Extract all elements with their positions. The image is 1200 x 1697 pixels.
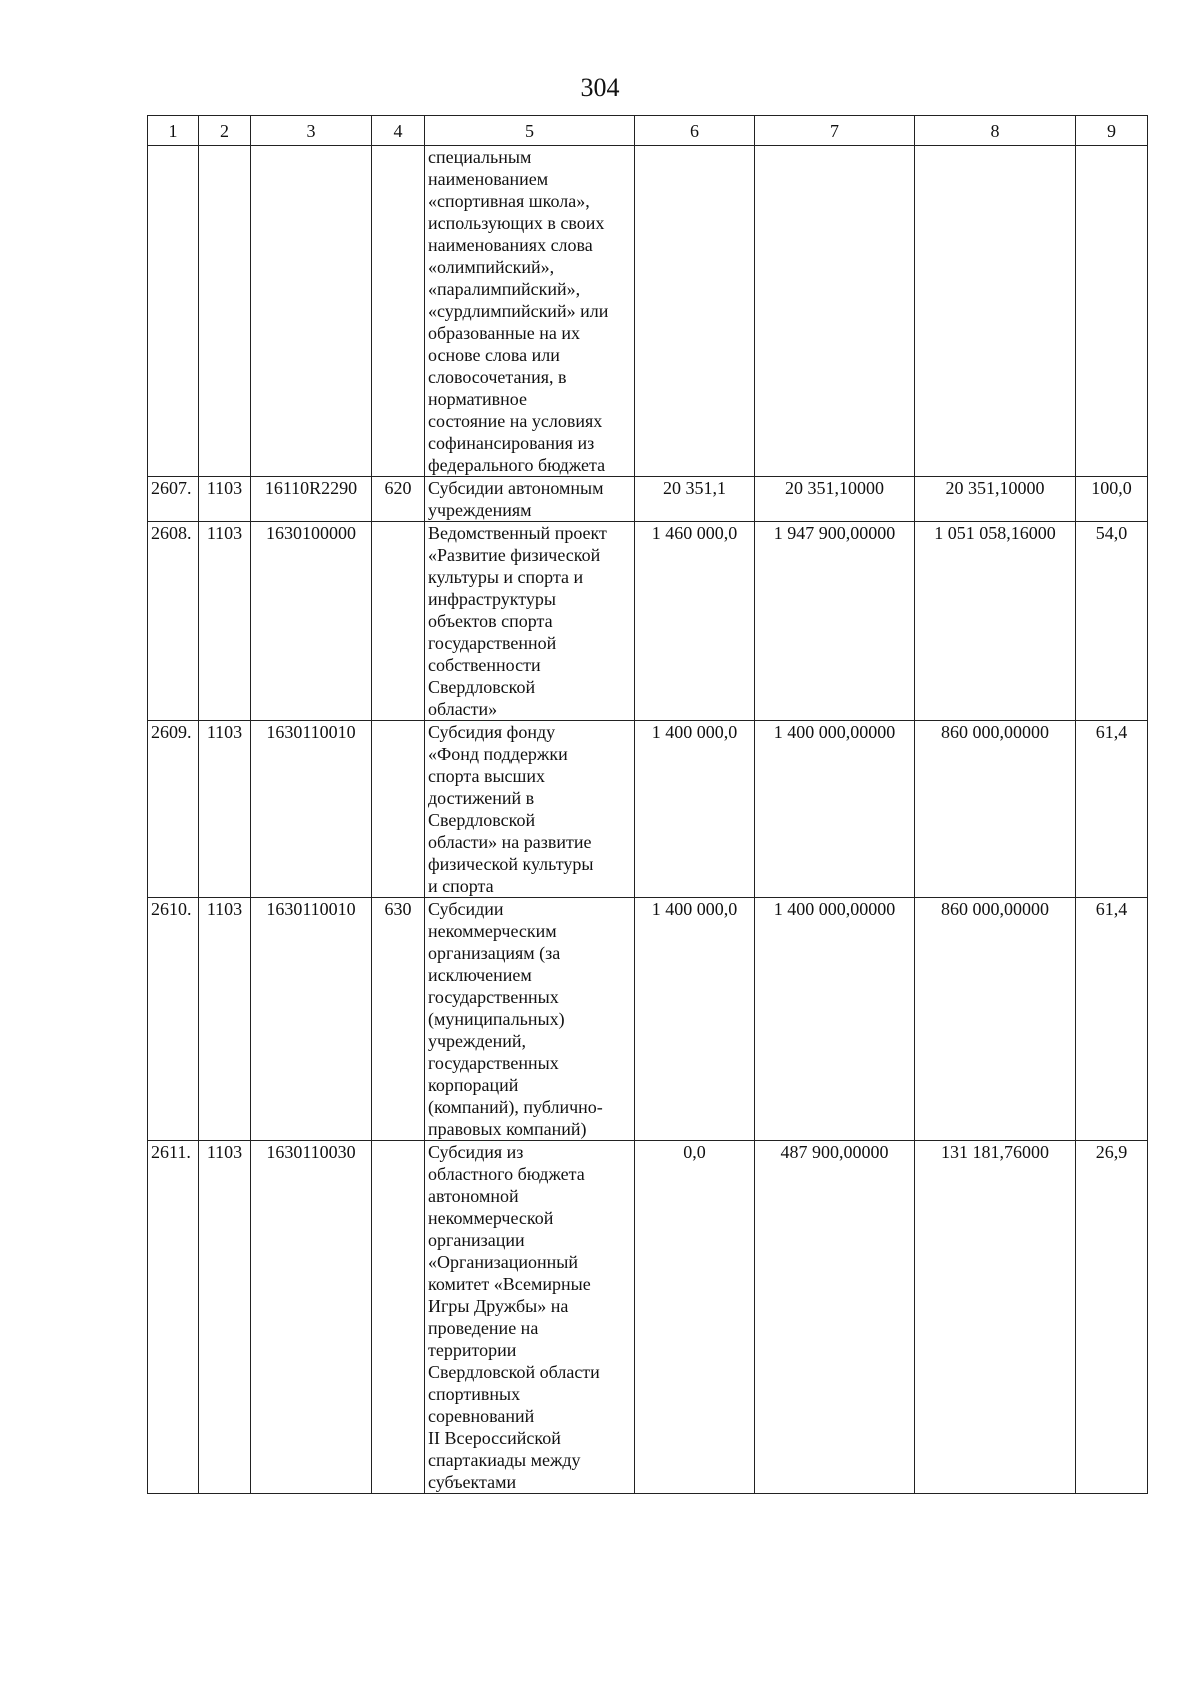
section-code-cell: 1103 [199,477,251,522]
item-name-line: области» [428,699,498,719]
item-name-line: основе слова или [428,345,560,365]
item-name-line: областного бюджета [428,1164,585,1184]
column-header-4: 4 [372,116,425,146]
item-name-line: инфраструктуры [428,589,556,609]
value-col9-cell [1076,146,1148,477]
section-code-cell [199,146,251,477]
item-name-line: Субсидия из [428,1142,524,1162]
table-row [148,146,1148,477]
target-item-code-cell: 1630110010 [251,898,372,1141]
item-name-line: правовых компаний) [428,1119,587,1139]
item-name-line: организациям (за [428,943,561,963]
value-col7-cell: 1 947 900,00000 [755,522,915,721]
value-col9-cell: 100,0 [1076,477,1148,522]
item-name-line: (компаний), публично- [428,1097,603,1117]
item-name-line: состояние на условиях [428,411,603,431]
expense-type-cell [372,721,425,898]
item-name-line: Свердловской [428,810,536,830]
item-name-line: Игры Дружбы» на [428,1296,569,1316]
value-col8-cell: 860 000,00000 [915,898,1076,1141]
item-name-cell [425,146,635,477]
item-name-line: некоммерческой [428,1208,554,1228]
item-name-line: соревнований [428,1406,535,1426]
item-name-line: государственных [428,1053,559,1073]
column-header-7: 7 [755,116,915,146]
item-name-line: спорта высших [428,766,546,786]
value-col8-cell: 1 051 058,16000 [915,522,1076,721]
value-col9-cell: 61,4 [1076,898,1148,1141]
item-name-line: спортивных [428,1384,521,1404]
value-col9-cell: 54,0 [1076,522,1148,721]
item-name-line: «спортивная школа», [428,191,590,211]
item-name-line: Свердловской области [428,1362,600,1382]
column-header-1: 1 [148,116,199,146]
item-name-line: (муниципальных) [428,1009,565,1029]
item-name-line: Свердловской [428,677,536,697]
target-item-code-cell: 1630100000 [251,522,372,721]
item-name-line: образованные на их [428,323,581,343]
item-name-line: «олимпийский», [428,257,555,277]
item-name-line: учреждениям [428,500,532,520]
item-name-line: объектов спорта [428,611,553,631]
section-code-cell: 1103 [199,1141,251,1494]
expense-type-cell [372,1141,425,1494]
value-col6-cell [635,146,755,477]
item-name-line: федерального бюджета [428,455,606,475]
item-name-line: и спорта [428,876,494,896]
section-code-cell: 1103 [199,522,251,721]
column-header-5: 5 [425,116,635,146]
section-code-cell: 1103 [199,721,251,898]
value-col6-cell: 1 400 000,0 [635,721,755,898]
item-name-line: корпораций [428,1075,519,1095]
value-col7-cell [755,146,915,477]
item-name-line: собственности [428,655,541,675]
item-name-cell [425,522,635,721]
table-row [148,721,1148,898]
item-name-line: территории [428,1340,517,1360]
value-col9-cell: 26,9 [1076,1141,1148,1494]
item-name-line: Ведомственный проект [428,523,607,543]
item-name-line: государственных [428,987,559,1007]
table-row [148,522,1148,721]
value-col6-cell: 20 351,1 [635,477,755,522]
header-row [148,116,1148,146]
item-name-line: культуры и спорта и [428,567,584,587]
value-col8-cell: 131 181,76000 [915,1141,1076,1494]
item-name-line: софинансирования из [428,433,595,453]
item-name-line: комитет «Всемирные [428,1274,591,1294]
table-row [148,898,1148,1141]
item-name-line: «сурдлимпийский» или [428,301,609,321]
expense-type-cell [372,146,425,477]
item-name-line: физической культуры [428,854,594,874]
value-col6-cell: 1 460 000,0 [635,522,755,721]
value-col8-cell: 20 351,10000 [915,477,1076,522]
item-name-line: учреждений, [428,1031,527,1051]
row-number-cell: 2611. [148,1141,199,1494]
item-name-cell [425,898,635,1141]
target-item-code-cell: 1630110030 [251,1141,372,1494]
column-header-6: 6 [635,116,755,146]
item-name-line: наименованиях слова [428,235,593,255]
value-col6-cell: 0,0 [635,1141,755,1494]
item-name-line: организации [428,1230,525,1250]
table-body [148,146,1148,1494]
value-col8-cell: 860 000,00000 [915,721,1076,898]
item-name-line: II Всероссийской [428,1428,561,1448]
item-name-cell [425,721,635,898]
item-name-line: некоммерческим [428,921,557,941]
budget-table [147,115,1148,1494]
item-name-line: субъектами [428,1472,517,1492]
target-item-code-cell [251,146,372,477]
item-name-line: Субсидии автономным [428,478,604,498]
target-item-code-cell: 16110R2290 [251,477,372,522]
item-name-line: «Развитие физической [428,545,601,565]
item-name-line: нормативное [428,389,527,409]
expense-type-cell: 630 [372,898,425,1141]
section-code-cell: 1103 [199,898,251,1141]
table-row [148,477,1148,522]
item-name-line: наименованием [428,169,549,189]
item-name-line: специальным [428,147,532,167]
value-col7-cell: 1 400 000,00000 [755,898,915,1141]
column-header-3: 3 [251,116,372,146]
item-name-line: словосочетания, в [428,367,567,387]
expense-type-cell [372,522,425,721]
expense-type-cell: 620 [372,477,425,522]
item-name-line: автономной [428,1186,519,1206]
column-header-2: 2 [199,116,251,146]
item-name-line: области» на развитие [428,832,592,852]
row-number-cell: 2607. [148,477,199,522]
row-number-cell: 2610. [148,898,199,1141]
value-col7-cell: 20 351,10000 [755,477,915,522]
item-name-line: «Фонд поддержки [428,744,568,764]
row-number-cell [148,146,199,477]
item-name-line: достижений в [428,788,535,808]
row-number-cell: 2609. [148,721,199,898]
item-name-line: «паралимпийский», [428,279,581,299]
column-header-8: 8 [915,116,1076,146]
table-row [148,1141,1148,1494]
item-name-line: спартакиады между [428,1450,581,1470]
item-name-line: проведение на [428,1318,539,1338]
item-name-cell [425,1141,635,1494]
value-col6-cell: 1 400 000,0 [635,898,755,1141]
item-name-line: использующих в своих [428,213,605,233]
column-header-9: 9 [1076,116,1148,146]
target-item-code-cell: 1630110010 [251,721,372,898]
item-name-line: государственной [428,633,557,653]
item-name-line: Субсидия фонду [428,722,556,742]
value-col7-cell: 1 400 000,00000 [755,721,915,898]
row-number-cell: 2608. [148,522,199,721]
item-name-line: «Организационный [428,1252,578,1272]
value-col8-cell [915,146,1076,477]
item-name-line: Субсидии [428,899,504,919]
value-col9-cell: 61,4 [1076,721,1148,898]
value-col7-cell: 487 900,00000 [755,1141,915,1494]
page-number: 304 [580,73,620,102]
item-name-cell [425,477,635,522]
item-name-line: исключением [428,965,532,985]
